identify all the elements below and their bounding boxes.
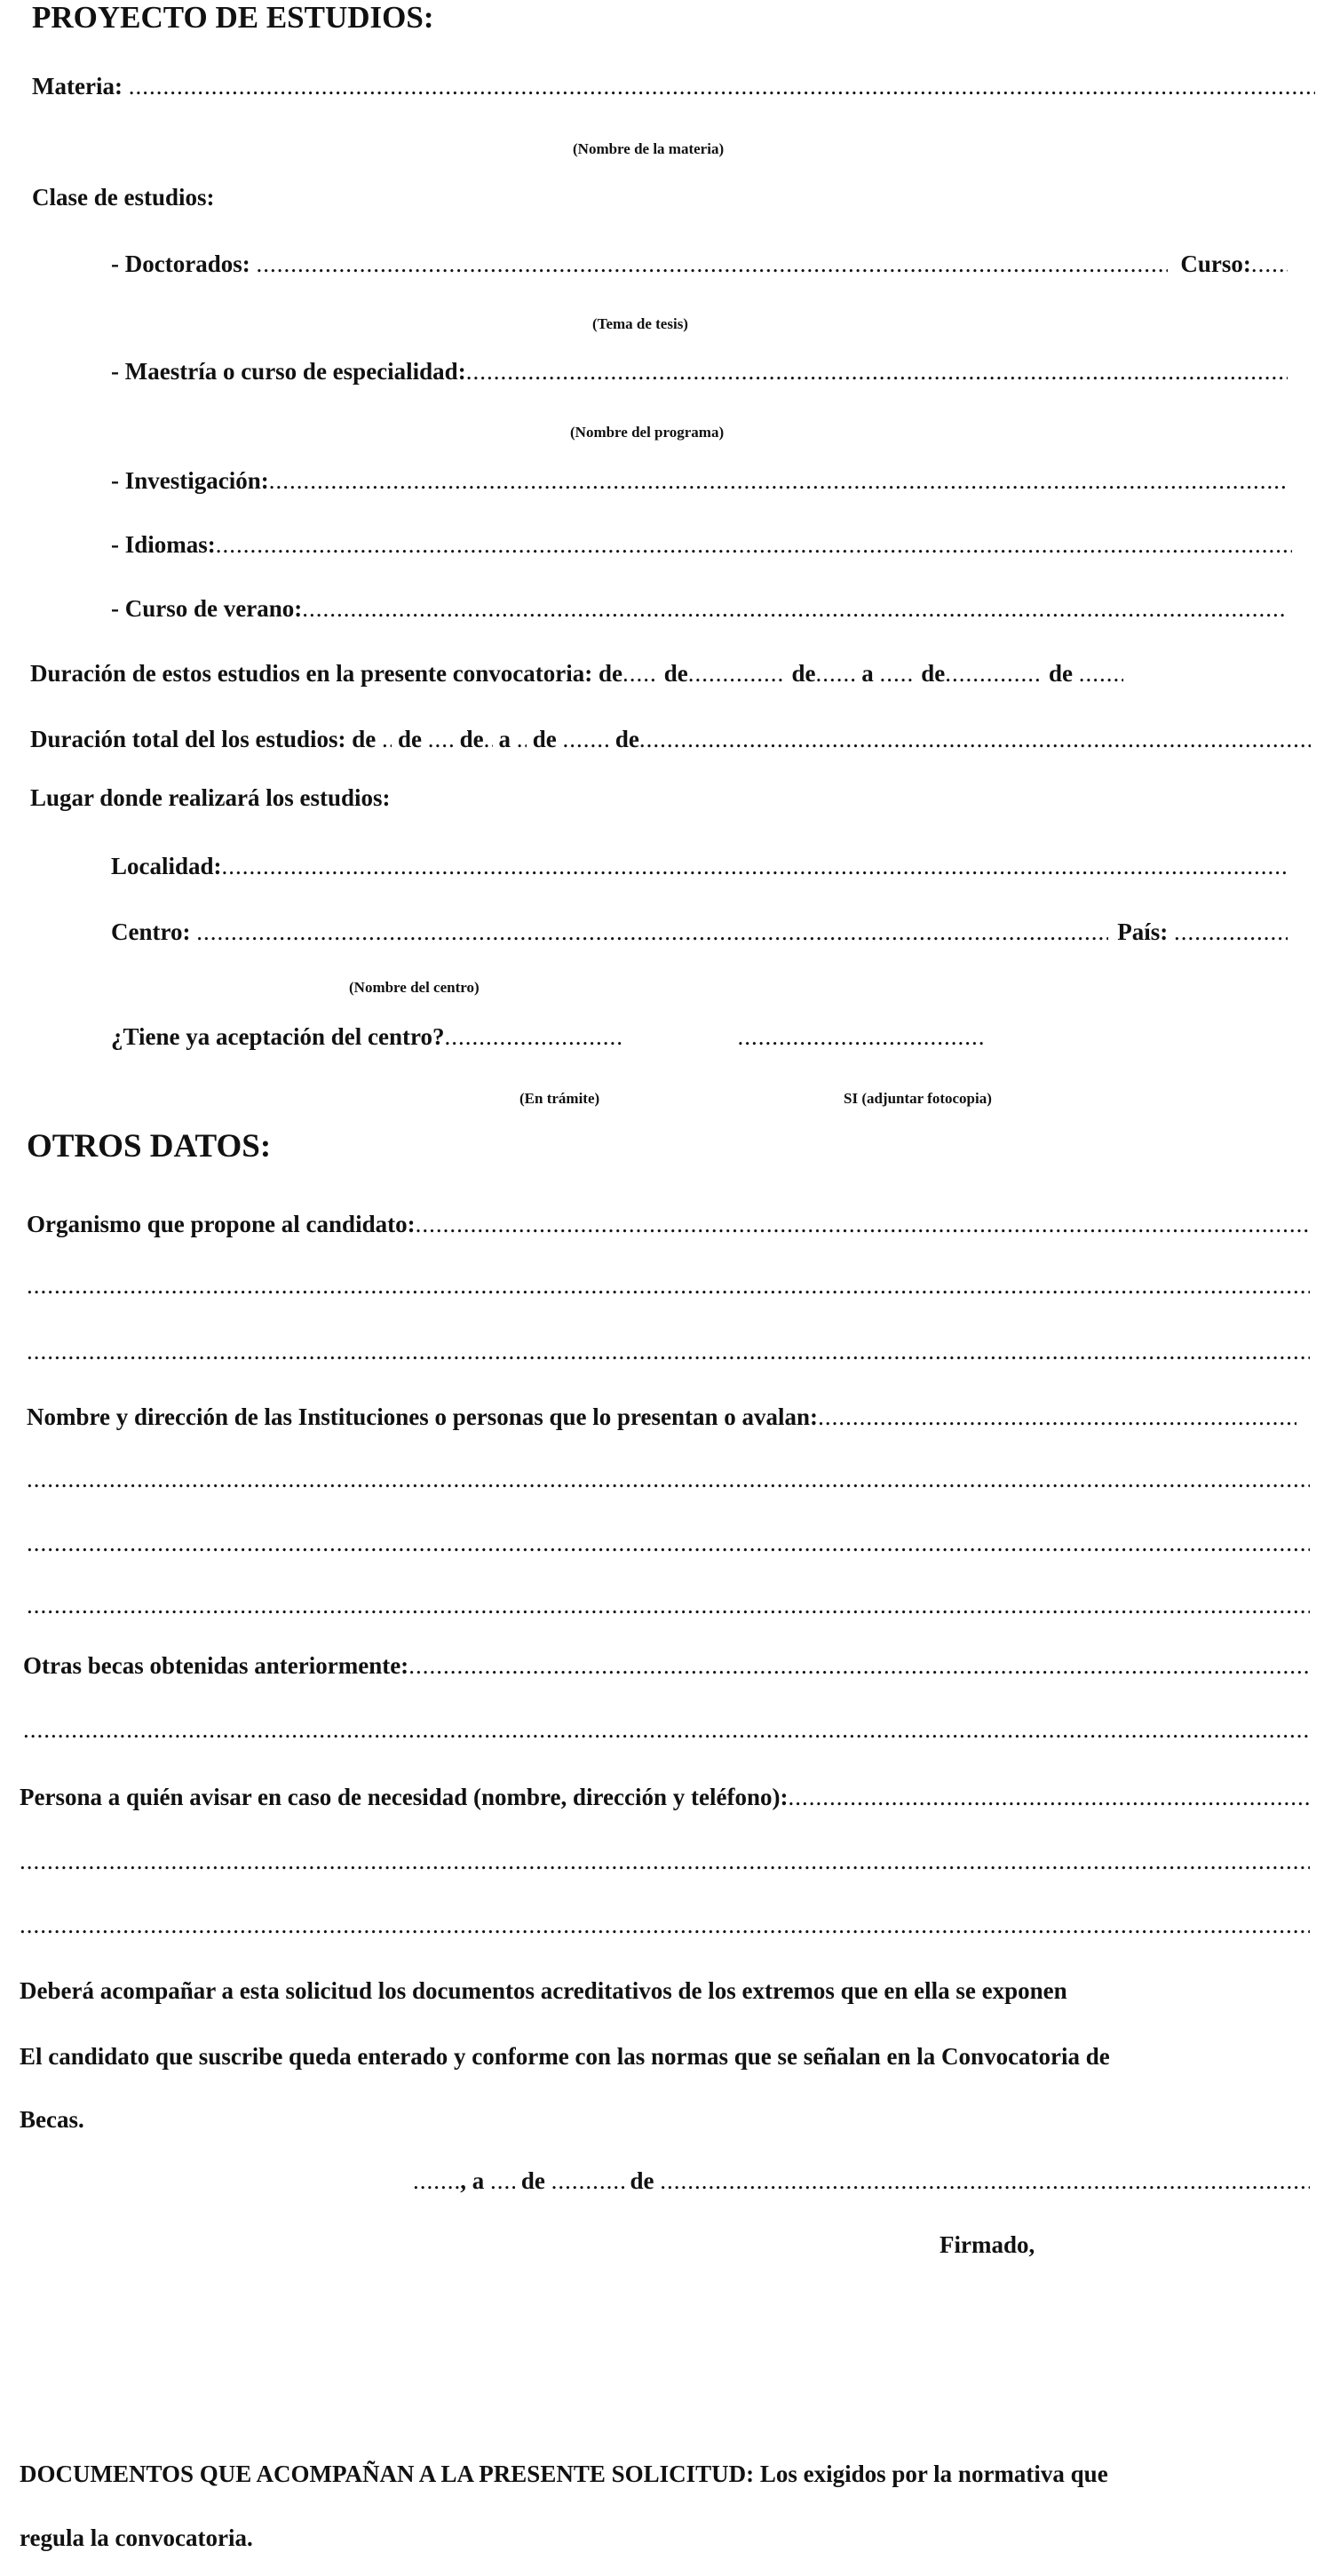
word-a: a — [498, 726, 511, 752]
materia-label: Materia: — [32, 73, 123, 99]
date-field[interactable] — [879, 660, 915, 688]
pais-field[interactable] — [1174, 918, 1288, 946]
investigacion-field[interactable] — [269, 467, 1288, 495]
investigacion-label: - Investigación: — [111, 467, 269, 494]
instituciones-field[interactable] — [27, 1530, 1310, 1557]
documentos-text: Los exigidos por la normativa que — [759, 2461, 1108, 2487]
documentos-row — [20, 2461, 1108, 2488]
word-de: de — [630, 2167, 654, 2194]
maestria-row — [111, 358, 1288, 386]
becas-row — [23, 1652, 1310, 1680]
persona-line — [20, 1848, 1310, 1875]
duracion-convocatoria-label: Duración de estos estudios en la presente convocatoria: — [30, 660, 593, 687]
persona-row — [20, 1784, 1310, 1811]
instituciones-field[interactable] — [27, 1592, 1310, 1619]
organismo-field[interactable] — [27, 1272, 1310, 1300]
duracion-total-label: Duración total del los estudios: — [30, 726, 346, 752]
becas-label: Otras becas obtenidas anteriormente: — [23, 1652, 409, 1679]
word-de: de — [598, 660, 622, 687]
lugar-label: Lugar donde realizará los estudios: — [30, 784, 391, 811]
aceptacion-label: ¿Tiene ya aceptación del centro? — [111, 1023, 445, 1050]
word-de: de — [614, 726, 639, 752]
dia-field[interactable] — [490, 2167, 515, 2195]
date-field[interactable] — [945, 660, 1043, 688]
word-de: de — [532, 726, 557, 752]
instituciones-label: Nombre y dirección de las Instituciones o personas que lo presentan o avalan: — [27, 1403, 819, 1430]
word-de: de — [921, 660, 946, 687]
documentos-title: DOCUMENTOS QUE ACOMPAÑAN A LA PRESENTE SOLICITUD: — [20, 2461, 755, 2487]
aceptacion-tramite-field[interactable] — [444, 1023, 622, 1051]
centro-hint: (Nombre del centro) — [349, 979, 480, 996]
lugar-field[interactable] — [413, 2167, 460, 2195]
materia-field[interactable] — [129, 73, 1315, 100]
date-field[interactable] — [688, 660, 786, 688]
organismo-row — [27, 1211, 1310, 1238]
acompanar-text: Deberá acompañar a esta solicitud los documentos acreditativos de los extremos que en ella se exponen — [20, 1977, 1067, 2004]
doctorados-row — [111, 250, 1288, 278]
curso-label: Curso: — [1180, 250, 1251, 277]
date-field[interactable] — [484, 726, 493, 753]
organismo-line — [27, 1272, 1310, 1300]
instituciones-line — [27, 1530, 1310, 1557]
anio-field[interactable] — [660, 2167, 1310, 2195]
idiomas-row — [111, 531, 1292, 559]
idiomas-label: - Idiomas: — [111, 531, 216, 558]
section-title-proyecto: PROYECTO DE ESTUDIOS: — [32, 0, 434, 35]
word-de: de — [663, 660, 688, 687]
persona-line — [20, 1912, 1310, 1939]
duracion-convocatoria-row — [30, 660, 1311, 688]
instituciones-line — [27, 1466, 1310, 1493]
word-de: de — [520, 2167, 545, 2194]
maestria-field[interactable] — [466, 358, 1288, 386]
clase-estudios-label: Clase de estudios: — [32, 184, 215, 211]
verano-label: - Curso de verano: — [111, 595, 303, 622]
word-de: de — [791, 660, 816, 687]
si-hint: SI (adjuntar fotocopia) — [844, 1090, 992, 1107]
pais-label: País: — [1117, 918, 1169, 945]
organismo-field[interactable] — [27, 1338, 1310, 1365]
investigacion-row — [111, 467, 1288, 495]
localidad-field[interactable] — [222, 853, 1288, 880]
date-field[interactable] — [382, 726, 392, 753]
word-de: de — [352, 726, 377, 752]
date-field[interactable] — [815, 660, 855, 688]
word-de: de — [397, 726, 422, 752]
section-title-otros: OTROS DATOS: — [27, 1128, 272, 1165]
date-field[interactable] — [517, 726, 527, 753]
documentos-text-end: regula la convocatoria. — [20, 2524, 253, 2551]
word-de: de — [459, 726, 484, 752]
materia-hint: (Nombre de la materia) — [573, 140, 725, 157]
firmado-label: Firmado, — [940, 2231, 1035, 2258]
organismo-line — [27, 1338, 1310, 1365]
word-a: a — [472, 2167, 485, 2194]
doctorados-label: - Doctorados: — [111, 250, 250, 277]
instituciones-field[interactable] — [27, 1466, 1310, 1493]
centro-field[interactable] — [196, 918, 1108, 946]
conforme-text: El candidato que suscribe queda enterado y conforme con las normas que se señalan en la Convocatoria de — [20, 2043, 1110, 2070]
materia-row — [32, 73, 1315, 100]
verano-row — [111, 595, 1288, 623]
curso-field[interactable] — [1251, 250, 1288, 278]
aceptacion-si-field[interactable] — [737, 1023, 984, 1051]
centro-row — [111, 918, 1288, 946]
date-field[interactable] — [639, 726, 1311, 753]
aceptacion-row — [111, 1023, 1052, 1051]
persona-field[interactable] — [20, 1912, 1310, 1939]
instituciones-row — [27, 1403, 1296, 1431]
becas-field[interactable] — [408, 1652, 1310, 1680]
mes-field[interactable] — [551, 2167, 624, 2195]
date-field[interactable] — [428, 726, 454, 753]
localidad-row — [111, 853, 1288, 880]
instituciones-field[interactable] — [818, 1403, 1296, 1431]
tramite-hint: (En trámite) — [519, 1090, 600, 1107]
word-a: a — [861, 660, 874, 687]
word-de: de — [1048, 660, 1073, 687]
idiomas-field[interactable] — [216, 531, 1292, 559]
becas-field[interactable] — [23, 1716, 1310, 1744]
lugar-fecha-row: ..... , a ..... de ..... de ..... — [413, 2167, 1310, 2195]
localidad-label: Localidad: — [111, 853, 222, 879]
becas-line — [23, 1716, 1310, 1744]
instituciones-line — [27, 1592, 1310, 1619]
persona-field[interactable] — [20, 1848, 1310, 1875]
persona-field[interactable] — [788, 1784, 1310, 1811]
centro-label: Centro: — [111, 918, 191, 945]
duracion-total-row — [30, 726, 1311, 753]
maestria-label: - Maestría o curso de especialidad: — [111, 358, 466, 385]
date-field[interactable] — [1079, 660, 1123, 688]
persona-label: Persona a quién avisar en caso de necesidad (nombre, dirección y teléfono): — [20, 1784, 789, 1810]
verano-field[interactable] — [302, 595, 1288, 623]
organismo-field[interactable] — [416, 1211, 1310, 1238]
doctorados-field[interactable] — [256, 250, 1168, 278]
tema-tesis-hint: (Tema de tesis) — [592, 315, 688, 332]
date-field[interactable] — [562, 726, 609, 753]
date-field[interactable] — [622, 660, 658, 688]
conforme-text-end: Becas. — [20, 2106, 84, 2133]
programa-hint: (Nombre del programa) — [570, 424, 725, 441]
organismo-label: Organismo que propone al candidato: — [27, 1211, 416, 1237]
